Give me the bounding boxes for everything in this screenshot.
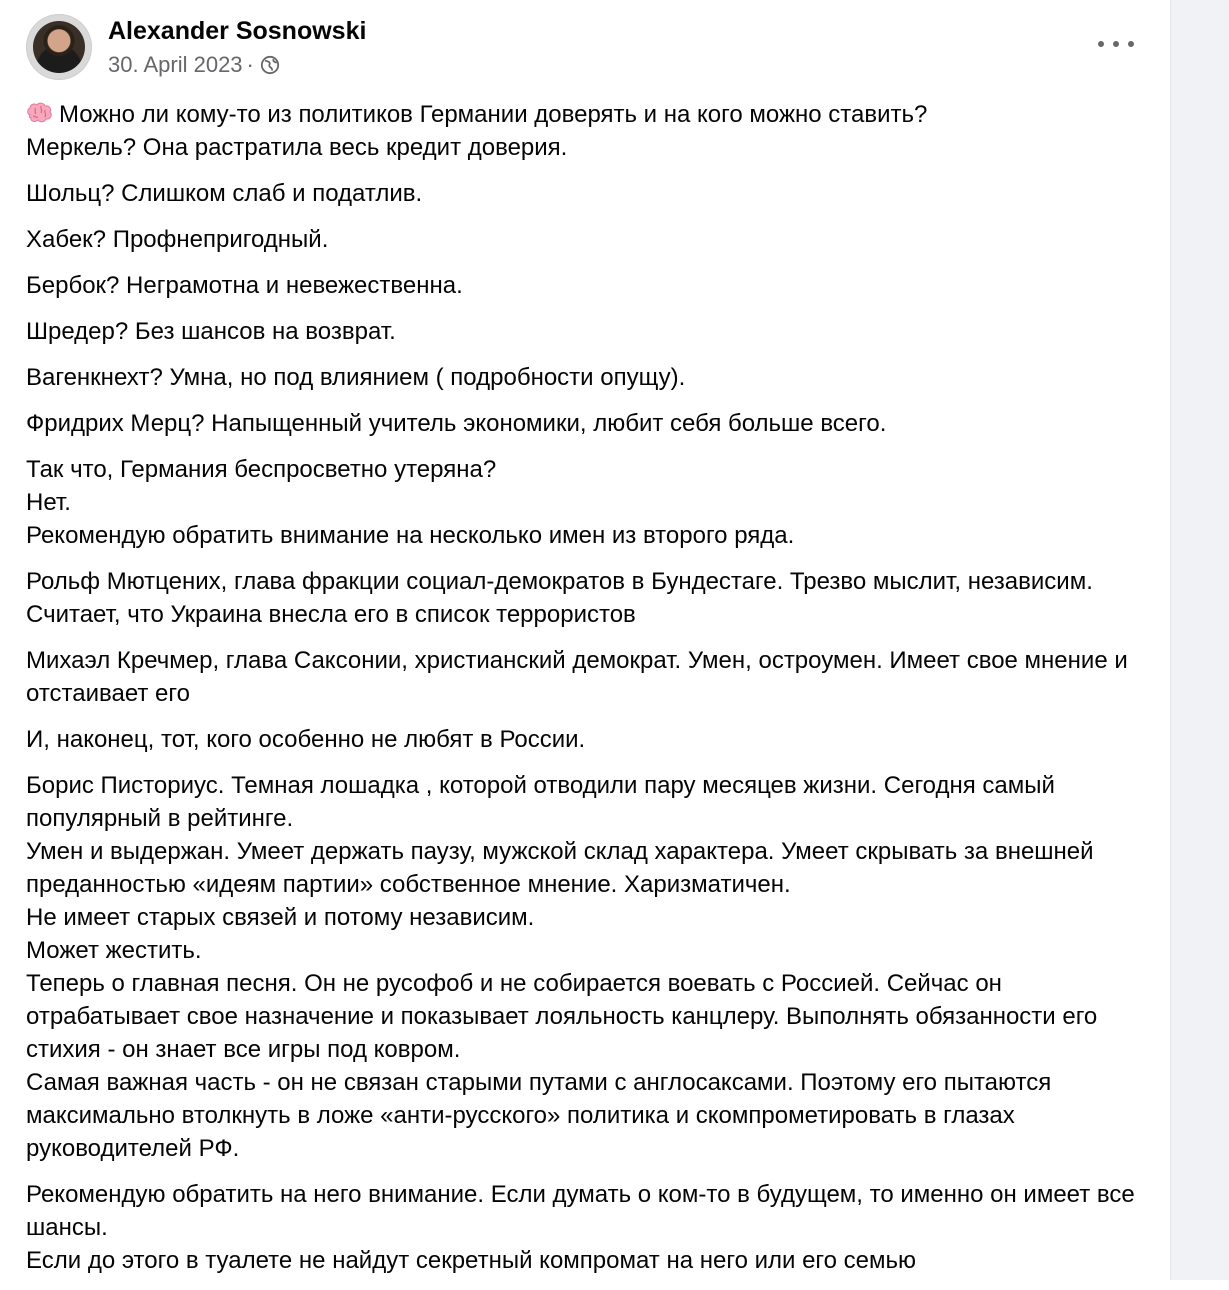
post-paragraph: Михаэл Кречмер, глава Саксонии, христианский демократ. Умен, остроумен. Имеет свое мнение и отстаивает его bbox=[26, 647, 1135, 707]
post-meta bbox=[108, 52, 280, 78]
author-name[interactable]: Alexander Sosnowski bbox=[108, 17, 367, 45]
avatar-image bbox=[33, 21, 85, 73]
post-paragraph: Бербок? Неграмотна и невежественна. bbox=[26, 272, 463, 299]
right-panel-background bbox=[1171, 0, 1229, 1280]
avatar[interactable] bbox=[26, 14, 92, 80]
more-dot-icon bbox=[1128, 41, 1134, 47]
post-paragraph: Шольц? Слишком слаб и податлив. bbox=[26, 180, 423, 207]
post-date[interactable]: 30. April 2023 bbox=[108, 52, 243, 77]
post-paragraph: Шредер? Без шансов на возврат. bbox=[26, 318, 396, 345]
globe-icon[interactable] bbox=[260, 55, 280, 75]
more-dot-icon bbox=[1098, 41, 1104, 47]
more-dot-icon bbox=[1113, 41, 1119, 47]
brain-emoji bbox=[26, 102, 53, 124]
meta-separator: · bbox=[246, 52, 254, 77]
post-paragraph: Фридрих Мерц? Напыщенный учитель экономики, любит себя больше всего. bbox=[26, 410, 887, 437]
post-paragraph: Рекомендую обратить на него внимание. Если думать о ком-то в будущем, то именно он имеет все шансы. Если до этого в туалете не найдут секретный компромат на него или его семью bbox=[26, 1181, 1135, 1274]
post-paragraph: Так что, Германия беспросветно утеряна? Нет. Рекомендую обратить внимание на несколько имен из второго ряда. bbox=[26, 456, 795, 549]
post-body bbox=[26, 98, 1156, 1290]
post-header bbox=[26, 14, 1156, 84]
post-paragraph: И, наконец, тот, кого особенно не любят в России. bbox=[26, 726, 586, 753]
post-paragraph: Рольф Мютцених, глава фракции социал-демократов в Бундестаге. Трезво мыслит, независим. Считает, что Украина внесла его в список террористов bbox=[26, 568, 1100, 628]
post-paragraph: Борис Писториус. Темная лошадка , которой отводили пару месяцев жизни. Сегодня самый популярный в рейтинге. Умен и выдержан. Умеет держать паузу, мужской склад характера. Умеет скрывать за внешней преданностью «идеям партии» собственное мнение. Харизматичен. Не имеет старых связей и потому независим. Может жестить. Теперь о главная песня. Он не русофоб и не собирается воевать с Россией. Сейчас он отрабатывает свое назначение и показывает лояльность канцлеру. Выполнять обязанности его стихия - он знает все игры под ковром. Самая важная часть - он не связан старыми путами с англосаксами. Поэтому его пытаются максимально втолкнуть в ложе «анти-русского» политика и скомпрометировать в глазах руководителей РФ. bbox=[26, 772, 1098, 1162]
post-paragraph: Хабек? Профнепригодный. bbox=[26, 226, 329, 253]
post-paragraph: Можно ли кому-то из политиков Германии доверять и на кого можно ставить? Меркель? Она растратила весь кредит доверия. bbox=[26, 101, 928, 161]
more-options-button[interactable] bbox=[1098, 32, 1134, 56]
post-paragraph: Вагенкнехт? Умна, но под влиянием ( подробности опущу). bbox=[26, 364, 686, 391]
